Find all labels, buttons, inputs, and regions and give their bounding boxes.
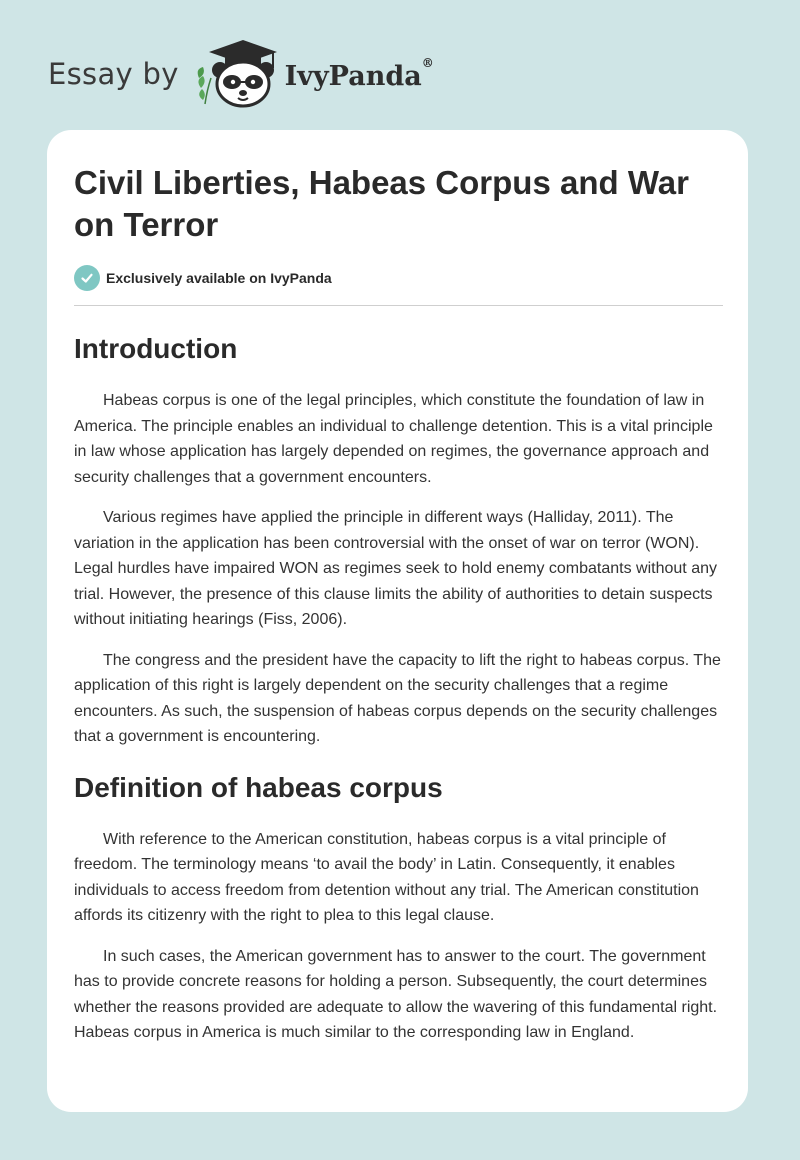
brand-name-text: IvyPanda bbox=[284, 60, 422, 92]
paragraph: Various regimes have applied the principle in different ways (Halliday, 2011). The variation in the application has been controversial with the onset of war on terror (WON). Legal hurdles have impaired WON as regimes seek to hold enemy combatants without any trial. However, the presence of this clause limits the ability of authorities to detain suspects without initiating hearings (Fiss, 2006). bbox=[74, 509, 717, 628]
section-heading: Definition of habeas corpus bbox=[74, 771, 443, 803]
badge-label: Exclusively available on IvyPanda bbox=[106, 270, 332, 286]
paragraph: With reference to the American constitution, habeas corpus is a vital principle of freedom. The terminology means ‘to avail the body’ in Latin. Consequently, it enables individuals to access freedom from detention without any trial. The American constitution affords its citizenry with the right to plea to this legal clause. bbox=[74, 830, 699, 924]
exclusive-badge bbox=[74, 265, 721, 291]
paragraph: Habeas corpus is one of the legal principles, which constitute the foundation of law in America. The principle enables an individual to challenge detention. This is a vital principle in law whose application has largely depended on regimes, the governance approach and security challenges that a government encounters. bbox=[74, 392, 713, 486]
divider bbox=[74, 305, 723, 306]
check-circle-icon bbox=[74, 265, 100, 291]
section-heading: Introduction bbox=[74, 333, 238, 364]
essay-by-label: Essay by bbox=[48, 57, 179, 91]
site-header bbox=[48, 34, 434, 114]
paragraph: The congress and the president have the capacity to lift the right to habeas corpus. The application of this right is largely dependent on the security challenges that a regime encounters. As such, the suspension of habeas corpus depends on the security challenges that a government is encountering. bbox=[74, 651, 721, 745]
paragraph: In such cases, the American government has to answer to the court. The government has to provide concrete reasons for holding a person. Subsequently, the court determines whether the reasons provided are adequate to allow the wavering of this fundamental right. Habeas corpus in America is much similar to the corresponding law in England. bbox=[74, 947, 718, 1041]
article-card bbox=[47, 130, 748, 1112]
panda-logo-icon bbox=[193, 38, 281, 110]
registered-mark: ® bbox=[421, 55, 434, 70]
section-definition bbox=[74, 770, 721, 1046]
section-introduction bbox=[74, 331, 721, 750]
article-title: Civil Liberties, Habeas Corpus and War on Terror bbox=[74, 164, 689, 243]
brand-name bbox=[284, 55, 434, 92]
